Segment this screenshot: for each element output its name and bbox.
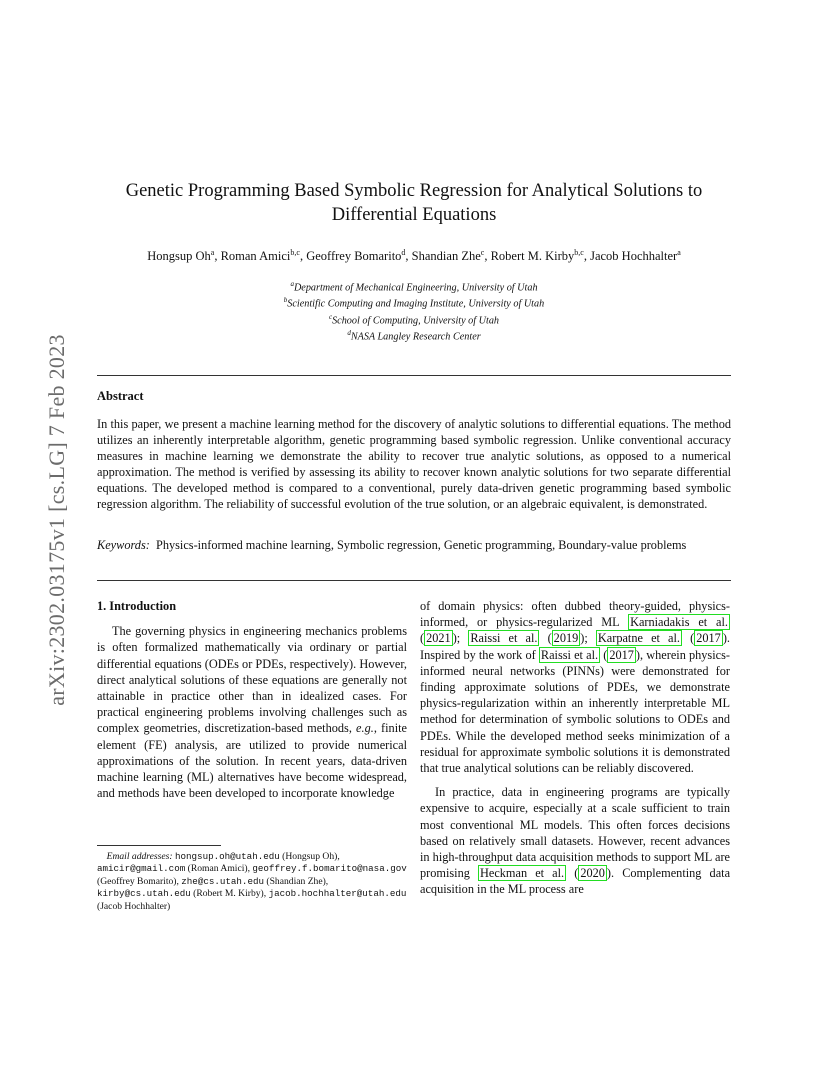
paper-title: Genetic Programming Based Symbolic Regression for Analytical Solutions to Differential Equations [125,181,703,225]
affiliation-mark: c [328,312,333,321]
affiliation-text: Department of Mechanical Engineering, University of Utah [293,282,538,294]
affiliation-text: Scientific Computing and Imaging Institute, University of Utah [287,298,545,310]
affiliation [96,327,732,343]
email-owner: (Hongsup Oh), [282,851,340,862]
author-name: Jacob Hochhalter [590,249,678,264]
affiliation-mark: a [290,280,294,288]
email-address[interactable]: hongsup.oh@utah.edu [175,851,280,862]
author-affil-mark: d [401,248,406,257]
author-list: Hongsup Oh$^a$, Roman Amici$^{b,c}$, Geoffrey Bomarito$^d$, Shandian Zhe$^c$, Robert M. Kirby$^{b,c}$, Jacob Hochhalter$^a$ [147,248,681,264]
footnote-emails [97,851,407,913]
author-affil-mark: b,c [290,248,300,257]
author-affil-mark: a [210,248,215,257]
paragraph-text: In practice, data in engineering programs are typically expensive to acquire, especially at a scale sufficient to train most conventional ML models. This often forces decisions based on relatively small datasets. However, recent advances in high-throughput data acquisition methods to support ML are promising [420,785,730,881]
right-column [420,598,730,898]
footnote-rule [97,845,221,846]
section-heading: 1. Introduction [97,599,177,613]
paragraph-text: of domain physics: often dubbed theory-guided, physics-informed, or physics-regularized ML [420,599,730,630]
paragraph [97,623,407,801]
author-affil-mark: b,c [574,248,584,257]
author-name: Shandian Zhe [411,249,481,264]
citation-link[interactable]: Raissi et al. [540,647,599,662]
citation-link[interactable]: 2017 [696,631,721,646]
affiliation [96,278,732,294]
citation-link[interactable]: Heckman et al. [479,866,565,881]
abstract-heading: Abstract [97,389,144,403]
keywords [97,537,731,553]
left-column [97,598,407,801]
author-affil-mark: a [677,248,681,257]
emphasis-text: e.g. [356,721,374,736]
paragraph: of domain physics: often dubbed theory-guided, physics-informed, or physics-regularized ML Karniadakis et al. ( 2021 ); Raissi et al. ( 2019 ); Karpatne et al. ( 2017 ). Inspired by the work of Raissi et al. ( 2017 ), wherein physics-informed neural networks (PINNs) were demonstrated for finding approximate solutions of PDEs, we demonstrate physics-regularization within an inherently interpretable ML method for determination of symbolic solutions to ODEs and PDEs. While the developed method seeks minimization of a residual for approximate symbolic solutions it is demonstrated that true analytical solutions can be reliably discovered. [420,599,730,776]
paragraph-text: , wherein physics-informed neural networks (PINNs) were demonstrated for finding approximate solutions of PDEs, we demonstrate physics-regularization within an inherently interpretable ML method for determination of symbolic solutions to ODEs and PDEs. While the developed method seeks minimization of a residual for approximate symbolic solutions it is demonstrated that true analytical solutions can be reliably discovered. [420,647,730,776]
email-address[interactable]: jacob.hochhalter@utah.edu [268,888,407,900]
author-name: Robert M. Kirby [490,249,575,264]
citation-link[interactable]: Karniadakis et al. [630,615,728,630]
affiliation-mark: d [347,329,351,338]
affiliation-mark: b [283,296,288,305]
abstract-top-rule [97,375,731,376]
abstract-body: In this paper, we present a machine learning method for the discovery of analytic solutions to differential equations. The method utilizes an inherently interpretable algorithm, genetic programming based symbolic regression. Unlike conventional accuracy measures in machine learning we demonstrate the ability to recover true analytic solutions, as opposed to a numerical approximation. The method is verified by assessing its ability to recover known analytic solutions for two separate differential equations. The developed method is compared to a conventional, purely data-driven genetic programming based symbolic regression algorithm. The reliability of successful evolution of the true solution, or an algebraic equivalent, is demonstrated. [97,417,731,511]
email-address[interactable]: amicir@gmail.com [97,863,186,875]
paragraph-text: Inspired by the work of [420,647,539,662]
affiliation-list [96,278,732,344]
paragraph-text: The governing physics in engineering mechanics problems is often formalized mathematically via ordinary or partial differential equations (ODEs or PDEs, respectively). However, direct analytical solutions of these equations are generally not attainable in practice other than in idealized cases. For practical engineering problems involving challenges such as complex geometries, discretization-based methods, [97,624,407,736]
affiliation [96,294,732,310]
email-address[interactable]: geoffrey.f.bomarito@nasa.gov [252,863,407,875]
paragraph-text: Complementing data acquisition in the ML process are [420,866,731,897]
author-name: Hongsup Oh [147,249,211,264]
citation-link[interactable]: Karpatne et al. [597,631,681,646]
citation-link[interactable]: 2019 [553,631,579,646]
affiliation-text: School of Computing, University of Utah [332,315,500,327]
email-address[interactable]: kirby@cs.utah.edu [97,888,191,900]
email-owner: (Geoffrey Bomarito), [97,875,179,887]
email-owner: (Shandian Zhe), [266,875,329,887]
citation-link[interactable]: Raissi et al. [470,631,538,646]
paragraph: In practice, data in engineering programs are typically expensive to acquire, especially at a scale sufficient to train most conventional ML models. This often forces decisions based on relatively small datasets. However, recent advances in high-throughput data acquisition methods to support ML are promising Heckman et al. ( 2020 ). Complementing data acquisition in the ML process are [420,785,731,897]
keywords-text: Physics-informed machine learning, Symbolic regression, Genetic programming, Boundary-value problems [155,538,687,552]
arxiv-identifier: arXiv:2302.03175v1 [cs.LG] 7 Feb 2023 [44,334,69,706]
affiliation-text: NASA Langley Research Center [350,331,481,343]
paragraph-text: , finite element (FE) analysis, are utilized to provide numerical approximations of the solution. In recent years, data-driven machine learning (ML) alternatives have become widespread, and methods have been developed to incorporate knowledge [97,721,407,801]
citation-link[interactable]: 2017 [609,647,634,662]
email-owner: (Jacob Hochhalter) [97,900,171,912]
affiliation [96,311,732,327]
author-affil-mark: c [480,248,485,257]
email-owner: (Robert M. Kirby), [193,888,267,900]
abstract-bottom-rule [97,580,731,581]
citation-link[interactable]: 2020 [580,866,605,881]
email-address[interactable]: zhe@cs.utah.edu [181,875,264,887]
footnote-label: Email addresses: [106,851,173,862]
author-name: Geoffrey Bomarito [306,249,402,264]
author-name: Roman Amici [220,249,291,264]
citation-link[interactable]: 2021 [426,631,451,646]
email-owner: (Roman Amici), [187,863,250,875]
keywords-label: Keywords: [97,538,150,552]
